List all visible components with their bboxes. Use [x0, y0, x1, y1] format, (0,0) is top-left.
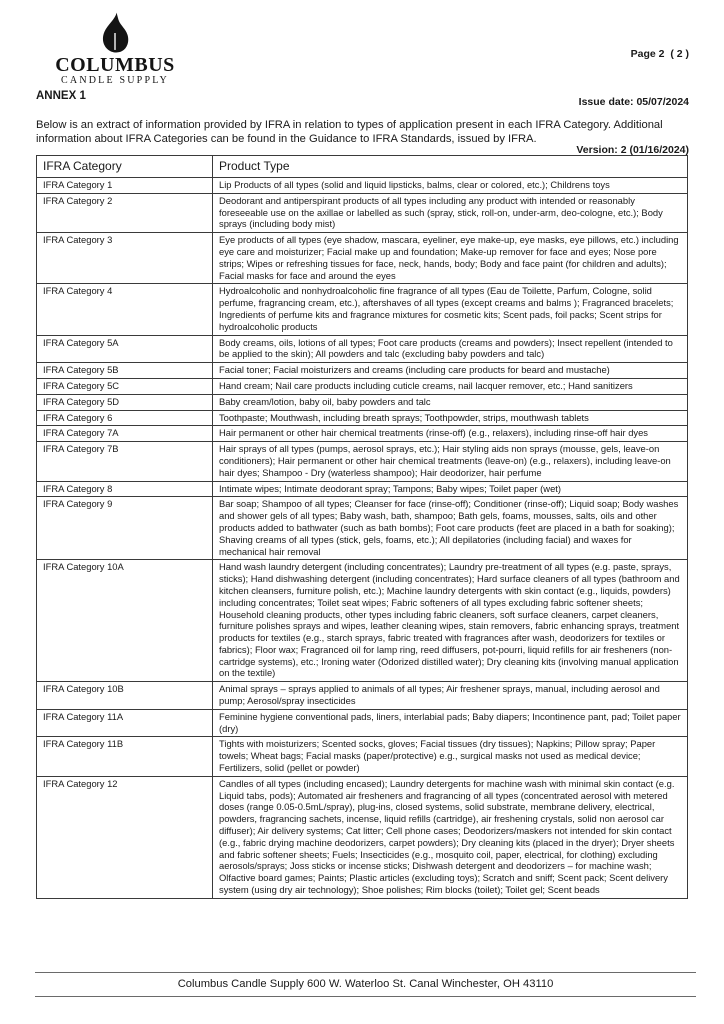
- table-row: [37, 410, 688, 426]
- product-type-cell: Bar soap; Shampoo of all types; Cleanser for face (rinse-off); Conditioner (rinse-off); Liquid soap; Body washes and shower gels of all types; Baby wash, bath, shampoo; Bath gels, foams, mousses, salts, oils and other products added to bathwater (such as bath bombs); Foot care products (feet are placed in a bath for soaking); Shaving creams of all types (stick, gels, foams, etc.); All depilatories (including facial) and waxes for mechanical hair removal: [213, 497, 688, 560]
- table-row: [37, 442, 688, 481]
- category-cell: IFRA Category 5C: [37, 378, 213, 394]
- product-type-cell: Candles of all types (including encased); Laundry detergents for machine wash with minimal skin contact (e.g. Liquid tabs, pods); Automated air fresheners and fragrancing of all types (concentrated aerosol with metered doses (range 0.05-0.5mL/spray), plug-ins, closed systems, solid substrate, membrane delivery, electrical, powders, fragrancing sachets, incense, liquid refills (cartridge), air freshening crystals, solid non aerosol car diffuser); Air delivery systems; Cat litter; Cell phone cases; Deodorizers/maskers not intended for skin contact (e.g., fabric drying machine deodorizers, carpet powders); Dry cleaning kits (placed in the dryer); Dryer sheets and fabric softener sheets; Fuels; Insecticides (e.g., mosquito coil, paper, electrical, for clothing) excluding aerosols/sprays; Joss sticks or incense sticks; Dishwash detergent and deodorizers – for machine wash; Olfactive board games; Paints; Plastic articles (excluding toys); Scratch and sniff; Scent pack; Scent delivery system (using dry air technology); Shoe polishes; Rim blocks (toilet); Toilet gel; Scent beads: [213, 776, 688, 898]
- product-type-cell: Toothpaste; Mouthwash, including breath sprays; Toothpowder, strips, mouthwash tablets: [213, 410, 688, 426]
- company-name: COLUMBUS: [55, 54, 175, 76]
- product-type-cell: Lip Products of all types (solid and liquid lipsticks, balms, clear or colored, etc.); Childrens toys: [213, 178, 688, 194]
- category-cell: IFRA Category 10A: [37, 560, 213, 682]
- product-type-cell: Eye products of all types (eye shadow, mascara, eyeliner, eye make-up, eye masks, eye pillows, etc.) including eye care and moisturizer; Facial make up and foundation; Make-up remover for face and eyes; Nose pore strips; Wipes or refreshing tissues for face, neck, hands, body; Body and face paint (for children and adults); Facial masks for face and around the eyes: [213, 233, 688, 284]
- table-row: [37, 363, 688, 379]
- product-type-cell: Baby cream/lotion, baby oil, baby powders and talc: [213, 394, 688, 410]
- col-header-product-type: Product Type: [213, 156, 688, 178]
- product-type-cell: Hair permanent or other hair chemical treatments (rinse-off) (e.g., relaxers), including rinse-off hair dyes: [213, 426, 688, 442]
- issue-date: Issue date: 05/07/2024: [578, 96, 689, 108]
- col-header-ifra-category: IFRA Category: [37, 156, 213, 178]
- product-type-cell: Feminine hygiene conventional pads, liners, interlabial pads; Baby diapers; Incontinence pant, pad; Toilet paper (dry): [213, 709, 688, 737]
- category-cell: IFRA Category 11A: [37, 709, 213, 737]
- table-row: [37, 394, 688, 410]
- product-type-cell: Facial toner; Facial moisturizers and creams (including care products for beard and mustache): [213, 363, 688, 379]
- page-number: Page 2 ( 2 ): [630, 48, 689, 60]
- category-cell: IFRA Category 10B: [37, 682, 213, 710]
- category-cell: IFRA Category 8: [37, 481, 213, 497]
- table-row: [37, 233, 688, 284]
- category-cell: IFRA Category 12: [37, 776, 213, 898]
- table-row: [37, 709, 688, 737]
- intro-paragraph: Below is an extract of information provided by IFRA in relation to types of application present in each IFRA Category. Additional information about IFRA Categories can be found in the Guidance to IFRA Standards, issued by IFRA.: [36, 119, 663, 145]
- table-row: [37, 378, 688, 394]
- document-meta: [576, 14, 689, 190]
- category-cell: IFRA Category 3: [37, 233, 213, 284]
- company-address: Columbus Candle Supply 600 W. Waterloo St. Canal Winchester, OH 43110: [177, 978, 554, 990]
- product-type-cell: Intimate wipes; Intimate deodorant spray; Tampons; Baby wipes; Toilet paper (wet): [213, 481, 688, 497]
- category-cell: IFRA Category 7A: [37, 426, 213, 442]
- category-cell: IFRA Category 7B: [37, 442, 213, 481]
- category-cell: IFRA Category 9: [37, 497, 213, 560]
- table-row: [37, 497, 688, 560]
- table-row: [37, 560, 688, 682]
- table-row: [37, 335, 688, 363]
- flame-icon: [98, 12, 132, 54]
- product-type-cell: Hand cream; Nail care products including cuticle creams, nail lacquer remover, etc.; Hand sanitizers: [213, 378, 688, 394]
- product-type-cell: Hand wash laundry detergent (including concentrates); Laundry pre-treatment of all types (e.g. paste, sprays, sticks); Hand dishwashing detergent (including concentrates); Hard surface cleaners of all types (bathroom and kitchen cleansers, furniture polish, etc.); Machine laundry detergents with skin contact (e.g., liquids, powders) including concentrates; Toilet seat wipes; Fabric softeners of all types excluding fabric softener sheets; Household cleaning products, other types including fabric cleaners, soft surface cleaners, carpet cleaners, furniture polishes sprays and wipes, leather cleaning wipes, stain removers, fabric enhancing sprays, treatment products for textiles (e.g., starch sprays, fabric treated with fragrances after wash, deodorizers for textiles or fabrics); Floor wax; Fragranced oil for lamp ring, reed diffusers, pot-pourri, liquid refills for air fresheners (non-cartridge systems), etc.; Ironing water (Odorized distilled water); Dry cleaning kits (involving manual application on the textile): [213, 560, 688, 682]
- category-cell: IFRA Category 5A: [37, 335, 213, 363]
- category-cell: IFRA Category 2: [37, 193, 213, 232]
- ifra-category-table: [36, 155, 688, 899]
- annex-title: ANNEX 1: [36, 90, 86, 102]
- table-row: [37, 737, 688, 776]
- category-cell: IFRA Category 6: [37, 410, 213, 426]
- category-cell: IFRA Category 5B: [37, 363, 213, 379]
- category-cell: IFRA Category 4: [37, 284, 213, 335]
- product-type-cell: Hydroalcoholic and nonhydroalcoholic fine fragrance of all types (Eau de Toilette, Parfum, Cologne, solid perfume, fragrancing cream, etc.), aftershaves of all types (except creams and balms ); Fragranced bracelets; Ingredients of perfume kits and fragrance mixtures for cosmetic kits; Scent pads, foil packs; Scent strips for hydroalcoholic products: [213, 284, 688, 335]
- version: Version: 2 (01/16/2024): [576, 144, 689, 156]
- page-footer: [35, 972, 696, 997]
- category-cell: IFRA Category 11B: [37, 737, 213, 776]
- table-row: [37, 481, 688, 497]
- product-type-cell: Animal sprays – sprays applied to animals of all types; Air freshener sprays, manual, including aerosol and pump; Aerosol/spray insecticides: [213, 682, 688, 710]
- table-row: [37, 284, 688, 335]
- table-row: [37, 193, 688, 232]
- company-subtitle: CANDLE SUPPLY: [61, 75, 169, 86]
- table-row: [37, 426, 688, 442]
- product-type-cell: Deodorant and antiperspirant products of all types including any product with intended or reasonably foreseeable use on the axillae or labelled as such (spray, stick, roll-on, under-arm, deo-cologne, etc.); Body sprays (including body mist): [213, 193, 688, 232]
- product-type-cell: Body creams, oils, lotions of all types; Foot care products (creams and powders); Insect repellent (intended to be applied to the skin); All powders and talc (excluding baby powders and talc): [213, 335, 688, 363]
- product-type-cell: Tights with moisturizers; Scented socks, gloves; Facial tissues (dry tissues); Napkins; Pillow spray; Paper towels; Wheat bags; Facial masks (paper/protective) e.g., surgical masks not used as medical device; Fertilizers, solid (pellet or powder): [213, 737, 688, 776]
- product-type-cell: Hair sprays of all types (pumps, aerosol sprays, etc.); Hair styling aids non sprays (mousse, gels, leave-on conditioners); Hair permanent or other hair chemical treatments (leave-on) (e.g., relaxers), including leave-on hair dyes; Shampoo - Dry (waterless shampoo); Hair deodorizer, hair perfume: [213, 442, 688, 481]
- table-row: [37, 776, 688, 898]
- footer-divider-bottom: [35, 996, 696, 997]
- category-cell: IFRA Category 1: [37, 178, 213, 194]
- company-logo: [50, 12, 180, 87]
- table-row: [37, 682, 688, 710]
- category-cell: IFRA Category 5D: [37, 394, 213, 410]
